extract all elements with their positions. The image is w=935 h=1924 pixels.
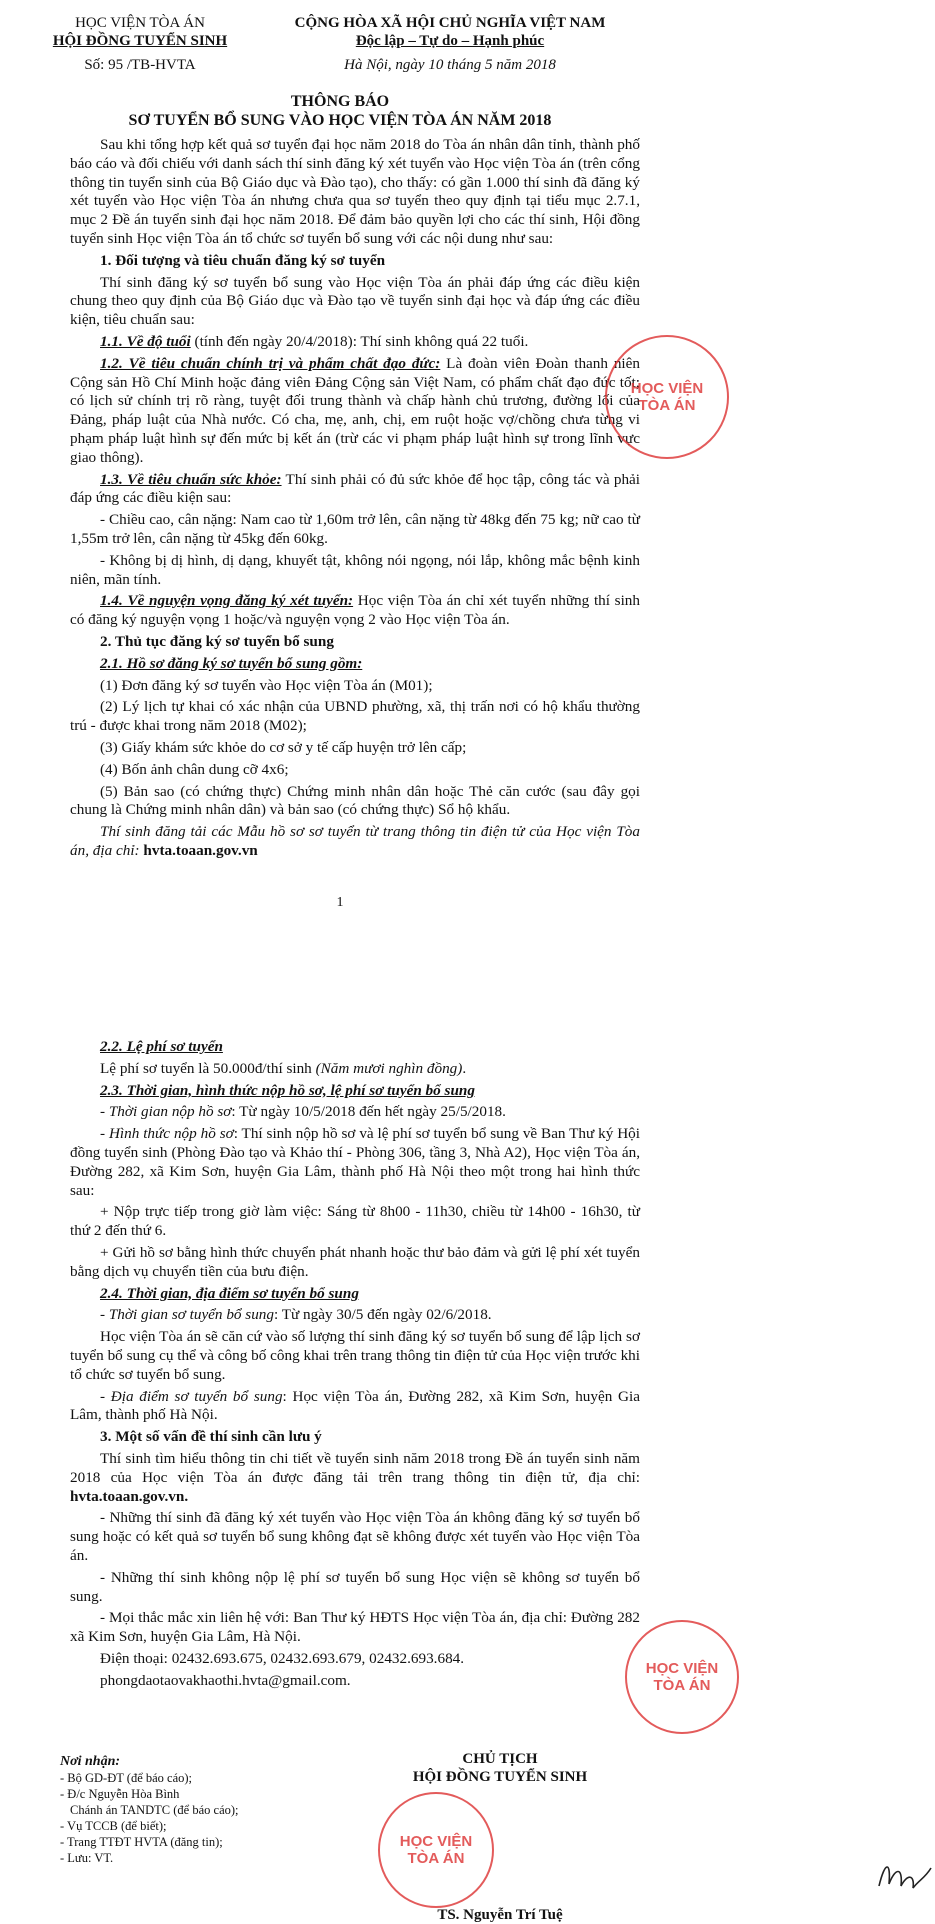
- contact-phone: Điện thoại: 02432.693.675, 02432.693.679, 02432.693.684.: [100, 1649, 465, 1667]
- submission-method-label: - Hình thức nộp hồ sơ: [100, 1125, 234, 1143]
- stamp-line-2: TÒA ÁN: [638, 397, 696, 414]
- section-1-2-label: 1.2. Về tiêu chuẩn chính trị và phẩm chất đạo đức:: [100, 354, 441, 372]
- screening-place-label: - Địa điểm sơ tuyển bổ sung: [100, 1387, 283, 1405]
- section-1-4: [70, 592, 640, 630]
- signer-title-1: CHỦ TỊCH: [462, 1751, 538, 1767]
- screening-place-text: : Học viện Tòa án, Đường 282, xã Kim Sơn, huyện Gia Lâm, thành phố Hà Nội.: [70, 1387, 640, 1424]
- dossier-item: (4) Bốn ảnh chân dung cỡ 4x6;: [100, 760, 289, 778]
- recipients-block: [60, 1754, 280, 1866]
- official-seal: [378, 1792, 494, 1908]
- section-1-3: [70, 471, 640, 509]
- note-no-fee: - Những thí sinh không nộp lệ phí sơ tuyển bổ sung Học viện sẽ không sơ tuyển bổ sung.: [70, 1568, 640, 1605]
- recipients-heading: Nơi nhận:: [60, 1754, 121, 1769]
- screening-time-text: : Từ ngày 30/5 đến ngày 02/6/2018.: [274, 1306, 492, 1324]
- section-2-heading: 2. Thủ tục đăng ký sơ tuyển bổ sung: [100, 632, 334, 650]
- stamp-edge-line-1: HỌC VIỆN: [645, 1660, 719, 1677]
- issue-date: Hà Nội, ngày 10 tháng 5 năm 2018: [344, 57, 556, 73]
- dossier-item: (5) Bản sao (có chứng thực) Chứng minh nhân dân hoặc Thẻ căn cước (sau đây gọi chung là Chứng minh nhân dân) và bản sao (có chứng thực) Sổ hộ khẩu.: [70, 782, 640, 819]
- fee-end: .: [462, 1059, 467, 1077]
- signature-block: [370, 1750, 630, 1924]
- section-1-1: [70, 333, 640, 352]
- screening-time-label: - Thời gian sơ tuyển bổ sung: [100, 1306, 274, 1324]
- notes-url[interactable]: hvta.toaan.gov.vn.: [70, 1487, 189, 1505]
- section-1-4-label: 1.4. Về nguyện vọng đăng ký xét tuyển:: [100, 592, 354, 610]
- section-1-1-text: (tính đến ngày 20/4/2018): Thí sinh không quá 22 tuổi.: [190, 332, 529, 350]
- submission-method: [70, 1125, 640, 1200]
- document-number: Số: 95 /TB-HVTA: [84, 57, 196, 73]
- health-requirement: - Không bị dị hình, dị dạng, khuyết tật, không nói ngọng, nói lắp, không mắc bệnh kinh niên, mãn tính.: [70, 551, 640, 588]
- section-2-1-heading: 2.1. Hồ sơ đăng ký sơ tuyển bổ sung gồm:: [100, 654, 363, 672]
- page-gap: [0, 925, 680, 935]
- recipient-line: - Lưu: VT.: [60, 1851, 114, 1865]
- title-line-2: SƠ TUYỂN BỔ SUNG VÀO HỌC VIỆN TÒA ÁN NĂM 2018: [128, 112, 552, 129]
- stamp-text: [631, 380, 704, 414]
- fee-text: [70, 1060, 640, 1079]
- handwritten-signature: [875, 1856, 935, 1896]
- notes-info: [70, 1450, 640, 1506]
- screening-place: [70, 1388, 640, 1426]
- recipient-line: Chánh án TANDTC (để báo cáo);: [70, 1803, 239, 1817]
- official-seal-text: [400, 1833, 473, 1867]
- dossier-item: (2) Lý lịch tự khai có xác nhận của UBND phường, xã, thị trấn nơi có hộ khẩu thường trú - được khai trong năm 2018 (M02);: [70, 698, 640, 735]
- stamp-line-1: HỌC VIỆN: [630, 380, 704, 397]
- section-3-heading: 3. Một số vấn đề thí sinh cần lưu ý: [100, 1428, 322, 1446]
- official-seal-line-1: HỌC VIỆN: [399, 1833, 473, 1850]
- official-seal-line-2: TÒA ÁN: [407, 1850, 465, 1867]
- section-1-2: [70, 355, 640, 468]
- recipient-line: - Trang TTĐT HVTA (đăng tin);: [60, 1835, 223, 1849]
- submission-time: [70, 1103, 640, 1122]
- recipient-line: - Bộ GD-ĐT (để báo cáo);: [60, 1771, 193, 1785]
- dossier-item: (1) Đơn đăng ký sơ tuyển vào Học viện Tòa án (M01);: [100, 676, 433, 694]
- signature-area: [370, 1786, 630, 1906]
- country-name: CỘNG HÒA XÃ HỘI CHỦ NGHĨA VIỆT NAM: [294, 15, 606, 31]
- motto: Độc lập – Tự do – Hạnh phúc: [355, 33, 545, 49]
- title-line-1: THÔNG BÁO: [290, 93, 390, 110]
- signer-title-2: HỘI ĐỒNG TUYỂN SINH: [412, 1769, 588, 1785]
- section-1-1-label: 1.1. Về độ tuổi: [100, 332, 191, 350]
- dossier-item: (3) Giấy khám sức khỏe do cơ sở y tế cấp huyện trở lên cấp;: [100, 738, 467, 756]
- submission-method-text: : Thí sinh nộp hồ sơ và lệ phí sơ tuyển bổ sung về Ban Thư ký Hội đồng tuyển sinh (Phòng Đào tạo và Khảo thí - Phòng 306, tầng 3, Nhà A2), Học viện Tòa án, Đường 282, xã Kim Sơn, huyện Gia Lâm, thành phố Hà Nội theo một trong hai hình thức sau:: [70, 1125, 640, 1199]
- page-1-body: [70, 136, 640, 864]
- screening-time: [70, 1306, 640, 1325]
- signer-name: TS. Nguyễn Trí Tuệ: [437, 1907, 563, 1923]
- method-post: + Gửi hồ sơ bằng hình thức chuyển phát nhanh hoặc thư bảo đảm và gửi lệ phí xét tuyển bằng dịch vụ chuyển tiền của bưu điện.: [70, 1243, 640, 1280]
- page-2: [0, 930, 719, 1923]
- section-2-2-heading: 2.2. Lệ phí sơ tuyển: [100, 1038, 223, 1055]
- note-contact: - Mọi thắc mắc xin liên hệ với: Ban Thư ký HĐTS Học viện Tòa án, địa chỉ: Đường 282 xã Kim Sơn, huyện Gia Lâm, Hà Nội.: [70, 1609, 640, 1646]
- document-title: [40, 92, 640, 130]
- stamp-edge-line-2: TÒA ÁN: [653, 1677, 711, 1694]
- method-direct: + Nộp trực tiếp trong giờ làm việc: Sáng từ 8h00 - 11h30, chiều từ 14h00 - 16h30, từ thứ 2 đến thứ 6.: [70, 1203, 640, 1240]
- fee-amount: Lệ phí sơ tuyển là 50.000đ/thí sinh: [100, 1059, 316, 1077]
- page-2-body: [70, 1038, 640, 1694]
- page-number: 1: [336, 895, 344, 910]
- section-1-3-label: 1.3. Về tiêu chuẩn sức khỏe:: [100, 470, 282, 488]
- section-1-text: Thí sinh đăng ký sơ tuyển bổ sung vào Học viện Tòa án phải đáp ứng các điều kiện chung theo quy định của Bộ Giáo dục và Đào tạo về tuyển sinh đại học và đáp ứng các điều kiện, tiêu chuẩn sau:: [70, 273, 640, 329]
- recipient-line: - Đ/c Nguyễn Hòa Bình: [60, 1787, 180, 1801]
- section-1-4-text: Học viện Tòa án chỉ xét tuyển những thí sinh có đăng ký nguyện vọng 1 hoặc/và nguyện vọng 2 vào Học viện Tòa án.: [70, 592, 640, 629]
- page-1: [0, 0, 704, 930]
- forms-note: [70, 823, 640, 861]
- section-1-3-text: Thí sinh phải có đủ sức khỏe để học tập, công tác và phải đáp ứng các điều kiện sau:: [70, 470, 641, 507]
- section-2-3-heading: 2.3. Thời gian, hình thức nộp hồ sơ, lệ phí sơ tuyển bổ sung: [100, 1081, 475, 1099]
- section-1-heading: 1. Đối tượng và tiêu chuẩn đăng ký sơ tuyển: [100, 251, 386, 269]
- screening-schedule: Học viện Tòa án sẽ căn cứ vào số lượng thí sinh đăng ký sơ tuyển bổ sung để lập lịch sơ tuyển bổ sung cụ thể và công bố công khai trên trang thông tin điện tử của Học viện trước khi tổ chức sơ tuyển bổ sung.: [70, 1328, 640, 1383]
- stamp-seal-edge: [625, 1620, 739, 1734]
- org-name: HỌC VIỆN TÒA ÁN: [75, 15, 205, 31]
- fee-words: (Năm mươi nghìn đồng): [315, 1059, 463, 1077]
- intro-paragraph: Sau khi tổng hợp kết quả sơ tuyển đại học năm 2018 do Tòa án nhân dân tỉnh, thành phố báo cáo và đối chiếu với danh sách thí sinh đăng ký xét tuyển vào Học viện Tòa án (trên cổng thông tin tuyển sinh của Bộ Giáo dục và Đào tạo), cho thấy: có gần 1.000 thí sinh đã đăng ký xét tuyển vào Học viện Tòa án nhưng chưa qua sơ tuyển theo quy định tại tiểu mục 2.7.1, mục 2 Đề án tuyển sinh đại học năm 2018. Để đảm bảo quyền lợi cho các thí sinh, Hội đồng tuyển sinh Học viện Tòa án tổ chức sơ tuyển bổ sung với các nội dung như sau:: [70, 136, 640, 247]
- notes-info-text: Thí sinh tìm hiểu thông tin chi tiết về tuyển sinh năm 2018 trong Đề án tuyển sinh năm 2018 của Học viện Tòa án được đăng tải trên trang thông tin điện tử, địa chỉ:: [70, 1449, 640, 1486]
- forms-note-text: Thí sinh đăng tải các Mẫu hồ sơ sơ tuyển từ trang thông tin điện tử của Học viện Tòa án, địa chỉ:: [70, 823, 640, 859]
- note-no-screening: - Những thí sinh đã đăng ký xét tuyển vào Học viện Tòa án không đăng ký sơ tuyển bổ sung hoặc có kết quả sơ tuyển bổ sung không đạt sẽ không được xét tuyển vào Học viện Tòa án.: [70, 1509, 640, 1564]
- height-weight-requirement: - Chiều cao, cân nặng: Nam cao từ 1,60m trở lên, cân nặng từ 48kg đến 75 kg; nữ cao từ 1,55m trở lên, cân nặng từ 45kg đến 60kg.: [70, 511, 640, 547]
- recipient-line: - Vụ TCCB (để biết);: [60, 1819, 167, 1833]
- council-name: HỘI ĐỒNG TUYỂN SINH: [52, 33, 228, 49]
- issuer-block: [50, 14, 230, 74]
- contact-email[interactable]: phongdaotaovakhaothi.hvta@gmail.com.: [100, 1671, 351, 1689]
- submission-time-text: : Từ ngày 10/5/2018 đến hết ngày 25/5/2018.: [231, 1103, 506, 1121]
- stamp-edge-text: [646, 1660, 719, 1694]
- national-header: [270, 14, 630, 74]
- section-2-4-heading: 2.4. Thời gian, địa điểm sơ tuyển bổ sung: [100, 1284, 359, 1302]
- submission-time-label: - Thời gian nộp hồ sơ: [100, 1103, 232, 1121]
- section-1-2-text: Là đoàn viên Đoàn thanh niên Cộng sản Hồ Chí Minh hoặc đảng viên Đảng Cộng sản Việt Nam, có phẩm chất đạo đức tốt; có lịch sử chính trị rõ ràng, tuyệt đối trung thành và chấp hành chủ trương, đường lối của Đảng, pháp luật của Nhà nước. Có cha, mẹ, anh, chị, em ruột hoặc vợ/chồng chưa từng vi phạm pháp luật hình sự đến mức bị kết án (trừ các vi phạm pháp luật hình sự trong lĩnh vực giao thông).: [70, 354, 640, 466]
- stamp-seal: [605, 335, 729, 459]
- forms-url[interactable]: hvta.toaan.gov.vn: [143, 841, 258, 859]
